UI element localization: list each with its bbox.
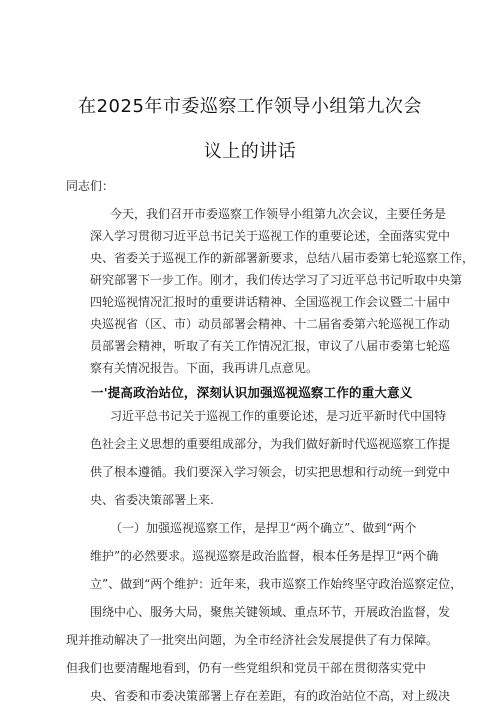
paragraph-line: 今天，我们召开市委巡察工作领导小组第九次会议，主要任务是 [110,207,447,221]
paragraph-line: 深入学习贯彻习近平总书记关于巡视工作的重要论述，全面落实党中 [90,229,451,243]
paragraph-line: 色社会主义思想的重要组成部分，为我们做好新时代巡视巡察工作提 [90,437,451,451]
paragraph-line: 四轮巡视情况汇报时的重要讲话精神、全国巡视工作会议暨二十届中 [90,295,451,309]
paragraph-line: 立”、做到“两个维护：近年来，我市巡察工作始终坚守政治巡察定位， [90,577,463,591]
paragraph-line: 维护”的必然要求。巡视巡察是政治监督，根本任务是捍卫“两个确 [90,549,439,563]
paragraph-line: 但我们也要清醒地看到，仍有一些党组织和党员干部在贯彻落实党中 [66,661,427,675]
paragraph-line: 围绕中心、服务大局，聚焦关键领域、重点环节，开展政治监督，发 [90,605,451,619]
paragraph-line: 央、省委和市委决策部署上存在差距，有的政治站位不高，对上级决 [90,689,451,703]
paragraph-line: 央、省委关于巡视工作的新部署新要求，总结八届市委第七轮巡察工作， [90,251,475,265]
paragraph-line: （一）加强巡视巡察工作，是捍卫“两个确立”、做到“两个 [110,521,417,535]
paragraph-line: 习近平总书记关于巡视工作的重要论述，是习近平新时代中国特 [110,409,447,423]
paragraph-line: 供了根本遵循。我们要深入学习领会，切实把思想和行动统一到党中 [90,465,451,479]
speech-title-line-2: 议上的讲话 [203,141,297,162]
section-heading-1: 一'提高政治站位，深刻认识加强巡视巡察工作的重大意义 [91,385,413,400]
paragraph-line: 员部署会精神，听取了有关工作情况汇报，审议了八届市委第七轮巡 [90,339,451,353]
paragraph-line: 央巡视省（区、市）动员部署会精神、十二届省委第六轮巡视工作动 [90,317,451,331]
paragraph-line: 察有关情况报告。下面，我再讲几点意见。 [90,361,319,375]
paragraph-line: 研究部署下一步工作。刚才，我们传达学习了习近平总书记听取中央第 [90,273,463,287]
paragraph-line: 央、省委决策部署上来. [90,493,214,507]
paragraph-line: 现并推动解决了一批突出问题，为全市经济社会发展提供了有力保障。 [66,633,439,647]
speech-title-line-1: 在2025年市委巡察工作领导小组第九次会 [78,96,422,117]
salutation: 同志们： [66,179,115,193]
